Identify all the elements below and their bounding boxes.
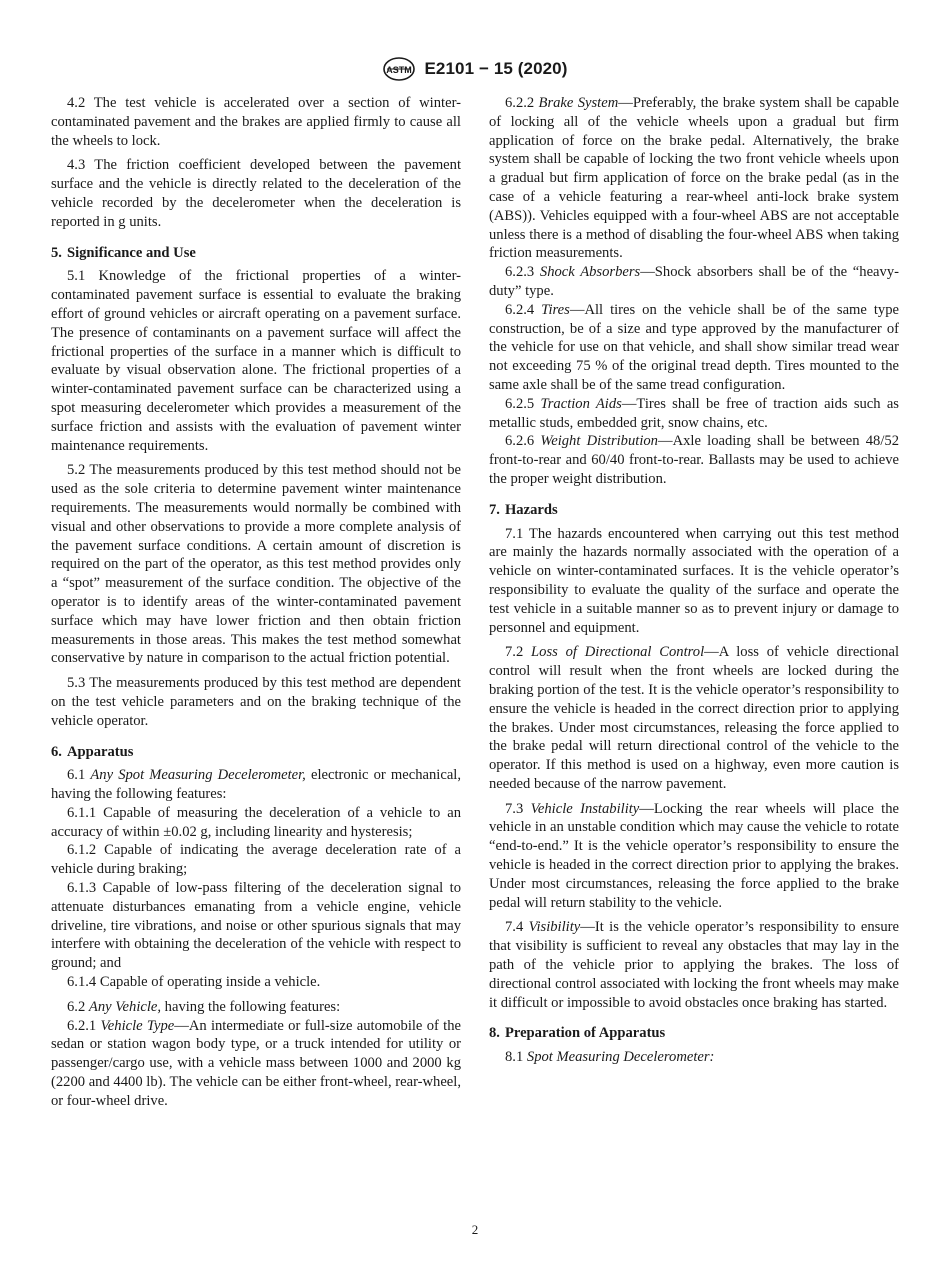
paragraph-5-2: 5.2 The measurements produced by this test method should not be used as the sole criteria to determine pavement winter maintenance requirements. The measurements would normally be combined with visual and other observations to provide a more complete analysis of the pavement surface conditions. A certain amount of discretion is required on the part of the operator, as this test method provides only a “spot” measurement of the surface condition. The objective of the operator is to identify areas of the winter-contaminated pavement surface which may have lower friction and then obtain friction measurements in those areas. This makes the test method somewhat conservative by nature in comparison to the actual friction potential. [51, 462, 461, 667]
page-header [0, 56, 950, 82]
page-number: 2 [471, 1222, 479, 1237]
svg-text:ASTM: ASTM [386, 65, 413, 75]
section-heading-7: 7. Hazards [489, 501, 558, 518]
paragraph-6-1-4: 6.1.4 Capable of operating inside a vehicle. [67, 974, 321, 991]
paragraph-4-3: 4.3 The friction coefficient developed between the pavement surface and the vehicle is directly related to the deceleration of the vehicle recorded by the decelerometer when the deceleration is reported in g units. [51, 157, 461, 230]
paragraph-6-2-6: 6.2.6 Weight Distribution—Axle loading shall be between 48/52 front-to-rear and 60/40 front-to-rear. Ballasts may be used to achieve the proper weight distribution. [489, 433, 899, 487]
paragraph-5-1: 5.1 Knowledge of the frictional properties of a winter-contaminated pavement surface is essential to evaluate the braking effort of ground vehicles or aircraft operating on a pavement surface. The presence of contaminants on a pavement surface will affect the frictional properties of the surface in a manner which is difficult to evaluate by visual observation alone. The frictional properties of a winter-contaminated pavement surface can be characterized using a spot measuring decelerometer which provides a measurement of the surface friction and assists with the evaluation of pavement winter maintenance requirements. [51, 268, 461, 454]
paragraph-6-1-3: 6.1.3 Capable of low-pass filtering of the deceleration signal to attenuate disturbances emanating from a vehicle engine, vehicle driveline, tire vibrations, and noise or other spurious signals that may interfere with obtaining the deceleration of the vehicle with respect to ground; and [51, 880, 461, 972]
paragraph-6-2-4: 6.2.4 Tires—All tires on the vehicle shall be of the same type construction, be of a size and type approved by the manufacturer of the vehicle for use on that vehicle, and shall show similar tread wear not exceeding 75 % of the original tread depth. Tires mounted to the same axle shall be of the same tread configuration. [489, 301, 899, 393]
document-designation: E2101 − 15 (2020) [424, 59, 568, 78]
paragraph-6-1-2: 6.1.2 Capable of indicating the average deceleration rate of a vehicle during braking; [51, 842, 461, 878]
paragraph-5-3: 5.3 The measurements produced by this test method are dependent on the test vehicle parameters and on the braking technique of the vehicle operator. [51, 675, 461, 729]
paragraph-8-1: 8.1 Spot Measuring Decelerometer: [505, 1049, 715, 1066]
paragraph-6-1: 6.1 Any Spot Measuring Decelerometer, electronic or mechanical, having the following features: [51, 767, 461, 803]
paragraph-4-2: 4.2 The test vehicle is accelerated over a section of winter-contaminated pavement and the brakes are applied firmly to cause all the wheels to lock. [51, 95, 461, 149]
section-heading-6: 6. Apparatus [51, 743, 134, 760]
left-column [51, 94, 461, 1111]
paragraph-7-2: 7.2 Loss of Directional Control—A loss of vehicle directional control will result when the front wheels are locked during the braking portion of the test. It is the vehicle operator’s responsibility to ensure the vehicle is headed in the correct direction prior to applying the brakes. Under most circumstances, releasing the force applied to the brake pedal will return directional control of the vehicle to the operator. If this method is used on a highway, even more caution is needed because of the narrow pavement. [489, 644, 900, 792]
section-heading-8: 8. Preparation of Apparatus [489, 1025, 666, 1042]
paragraph-7-1: 7.1 The hazards encountered when carrying out this test method are mainly the hazards normally associated with the operation of a vehicle on winter-contaminated surfaces. It is the vehicle operator’s responsibility to evaluate the quality of the surface and operate the test vehicle in a suitable manner so as to prevent injury or damage to personnel and equipment. [489, 525, 899, 636]
paragraph-6-2-3: 6.2.3 Shock Absorbers—Shock absorbers shall be of the “heavy-duty” type. [489, 264, 899, 299]
section-heading-5: 5. Significance and Use [51, 244, 196, 261]
astm-logo-icon [382, 56, 416, 82]
right-column [489, 94, 899, 1067]
paragraph-6-2-5: 6.2.5 Traction Aids—Tires shall be free of traction aids such as metallic studs, embedded grit, snow chains, etc. [489, 395, 899, 431]
paragraph-6-2-2: 6.2.2 Brake System—Preferably, the brake system shall be capable of locking all of the vehicle wheels upon a gradual but firm application of force on the brake pedal. Alternatively, the brake system shall be capable of locking the two front vehicle wheels upon a gradual but firm application of force on the brake pedal (as in the case of a vehicle featuring a rear-wheel anti-lock brake system (ABS)). Vehicles equipped with a four-wheel ABS are not acceptable unless there is a method of disabling the four-wheel ABS when taking friction measurements. [489, 95, 899, 262]
paragraph-7-4: 7.4 Visibility—It is the vehicle operator’s responsibility to ensure that visibility is sufficient to reveal any obstacles that may lay in the path of the vehicle prior to applying the brakes. The loss of directional control associated with locking the front wheels may make it difficult or impossible to avoid obstacles once braking has started. [489, 919, 899, 1011]
paragraph-6-2-1: 6.2.1 Vehicle Type—An intermediate or full-size automobile of the sedan or station wagon body type, or a truck intended for utility or passenger/cargo use, with a vehicle mass between 1000 and 2000 kg (2200 and 4400 lb). The vehicle can be either front-wheel, rear-wheel, or four-wheel drive. [51, 1017, 461, 1109]
paragraph-6-1-1: 6.1.1 Capable of measuring the deceleration of a vehicle to an accuracy of within ±0.02 g, including linearity and hysteresis; [51, 804, 461, 840]
paragraph-7-3: 7.3 Vehicle Instability—Locking the rear wheels will place the vehicle in an unstable condition which may cause the vehicle to rotate “end-to-end.” It is the vehicle operator’s responsibility to ensure the vehicle is headed in the correct direction prior to applying the brakes. Under most circumstances, releasing the force applied to the brake pedal will return stability to the vehicle. [489, 800, 899, 911]
paragraph-6-2: 6.2 Any Vehicle, having the following features: [67, 998, 341, 1015]
